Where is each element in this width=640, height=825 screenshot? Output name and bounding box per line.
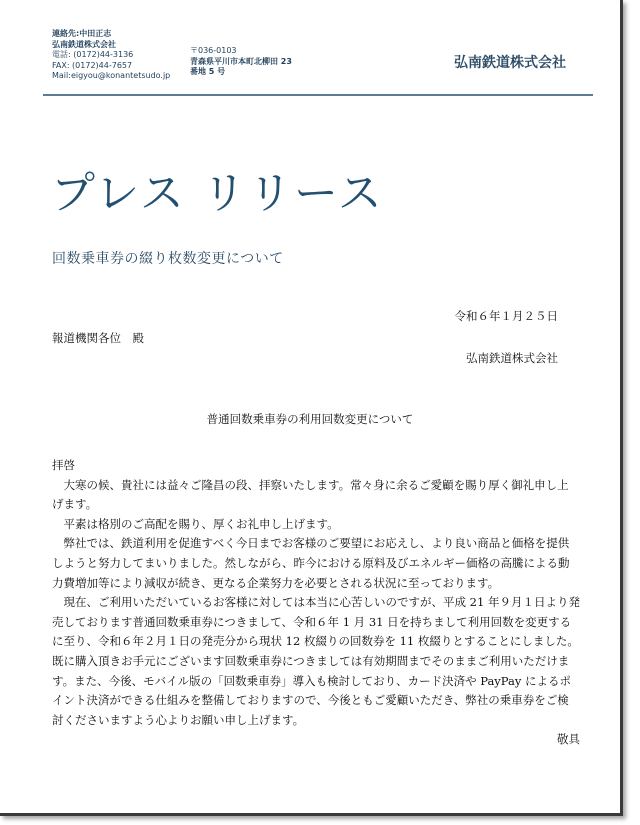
paragraph: 平素は格別のご高配を賜り、厚くお礼申し上げます。: [63, 516, 339, 531]
address-line-2: 番地 5 号: [190, 67, 226, 76]
header-divider: [43, 94, 593, 96]
contact-fax: FAX: (0172)44-7657: [52, 60, 133, 70]
letter-heading: 普通回数乗車券の利用回数変更について: [206, 412, 414, 426]
document-date: 令和６年１月２５日: [454, 309, 558, 323]
document-subtitle: 回数乗車券の綴り枚数変更について: [52, 251, 284, 267]
paragraph: 現在、ご利用いただいているお客様に対しては本当に心苦しいのですが、平成 21 年９月１日より発売しております普通回数乗車券につきまして、令和６年 1 月 31 日を持ちまして利用回数を変更するに至り、令和６年２月１日の発売分から現状 12 枚綴りの回数券を 11 枚綴りとすることにしました。既に購入頂きお手元にございます回数乗車券につきましては有効期間までそのままご利用いただけます。また、今後、モバイル版の「回数乗車券」導入も検討しており、カード決済や PayPay によるポイント決済ができる仕組みを整備しておりますので、今後ともご愛顧いただき、弊社の乗車券をご検討くださいますよう心よりお願い申し上げます。: [52, 595, 580, 727]
postal-code: 〒036-0103: [190, 46, 237, 55]
paragraph: 弊社では、鉄道利用を促進すべく今日までお客様のご要望にお応えし、より良い商品と価格を提供しようと努力してまいりました。然しながら、昨今における原料及びエネルギー価格の高騰による動力費増加等により減収が続き、更なる企業努力を必要とされる状況に至っております。: [52, 536, 570, 590]
contact-mail: Mail:eigyou@konantetsudo.jp: [52, 71, 171, 80]
addressee: 報道機関各位 殿: [52, 331, 144, 345]
salutation: 拝啓: [52, 458, 75, 472]
sender: 弘南鉄道株式会社: [466, 351, 558, 365]
letterhead-company-name: 弘南鉄道株式会社: [454, 55, 566, 71]
contact-person: 連絡先:中田正志: [52, 29, 112, 38]
address-line-1: 青森県平川市本町北柳田 23: [190, 56, 292, 66]
contact-company: 弘南鉄道株式会社: [52, 39, 116, 49]
paragraph: 大寒の候、貴社には益々ご隆昌の段、拝察いたします。常々身に余るご愛顧を賜り厚く御礼申し上げます。: [52, 477, 569, 512]
address-block: [190, 46, 292, 78]
letter-body: [52, 456, 580, 750]
document-title: プレス リリース: [51, 168, 384, 219]
closing: 敬具: [557, 732, 580, 747]
contact-phone: 電話: (0172)44-3136: [52, 50, 134, 59]
contact-block: [52, 29, 170, 82]
